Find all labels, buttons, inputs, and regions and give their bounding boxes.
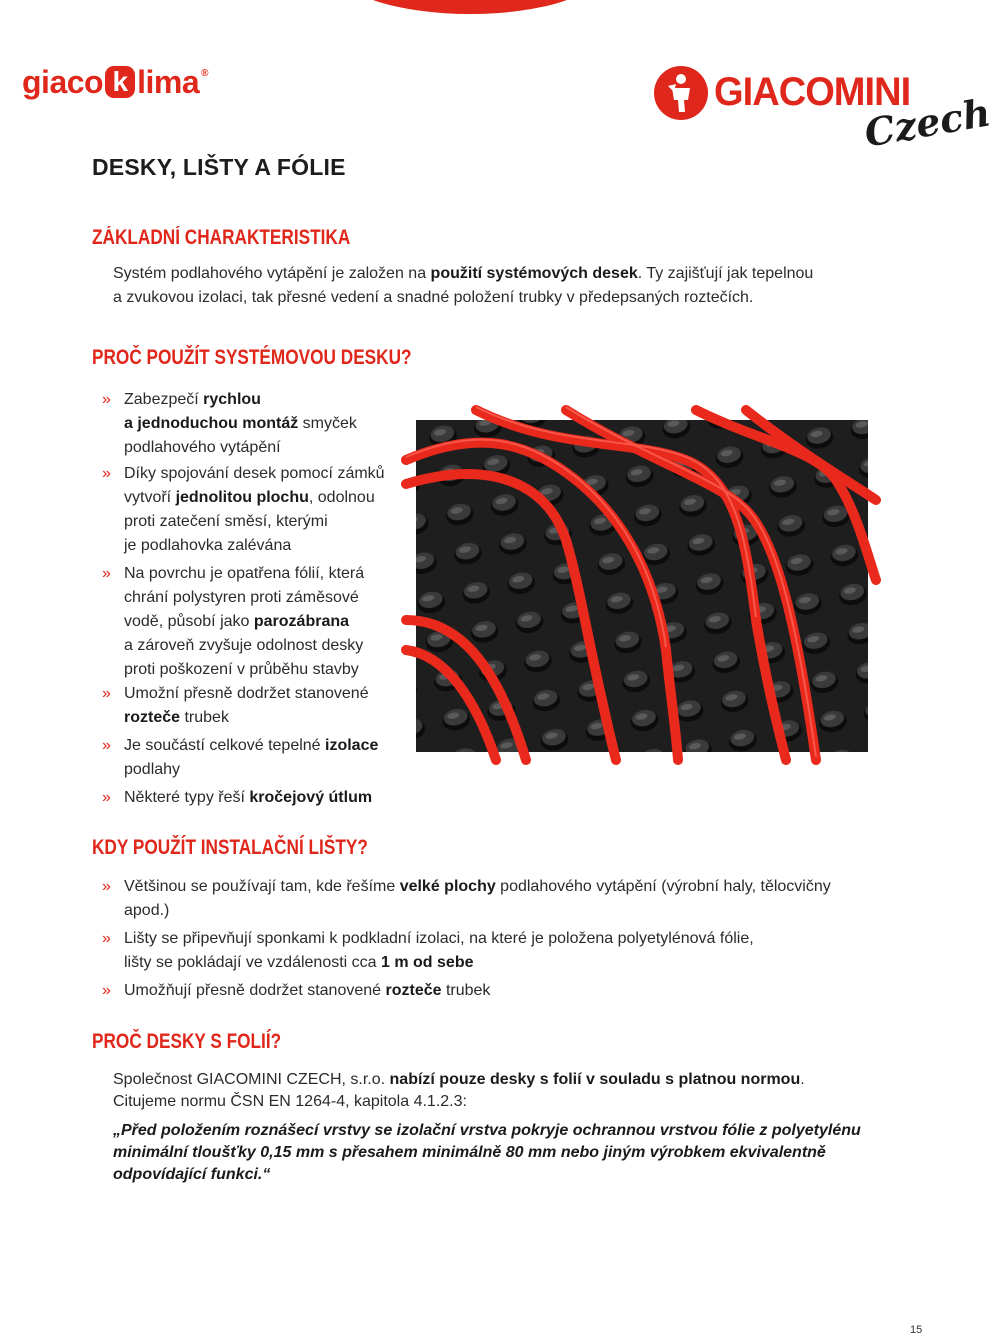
list-item: » Lišty se připevňují sponkami k podkladní izolaci, na které je položena polyetylénová fólie, lišty se pokládají ve vzdálenosti cca 1 m od sebe	[124, 927, 754, 975]
section-heading-basic: ZÁKLADNÍ CHARAKTERISTIKA	[92, 226, 351, 249]
page-title: DESKY, LIŠTY A FÓLIE	[92, 154, 346, 180]
logo-part-1: giaco	[22, 63, 104, 100]
bullet-marker: »	[102, 789, 111, 806]
list-item: » Umožní přesně dodržet stanovené rozteče trubek	[124, 682, 369, 730]
bullet-marker: »	[102, 465, 111, 482]
section-heading-why-board: PROČ POUŽÍT SYSTÉMOVOU DESKU?	[92, 346, 412, 369]
bullet-marker: »	[102, 565, 111, 582]
bullet-marker: »	[102, 737, 111, 754]
giacoklima-logo	[22, 60, 208, 104]
logo-k-box: k	[105, 66, 135, 98]
section-heading-when-rails: KDY POUŽÍT INSTALAČNÍ LIŠTY?	[92, 836, 368, 859]
list-item: » Umožňují přesně dodržet stanovené rozteče trubek	[124, 979, 490, 1003]
bullet-marker: »	[102, 930, 111, 947]
floor-heating-board-photo	[416, 420, 868, 752]
list-item: » Díky spojování desek pomocí zámků vytvoří jednolitou plochu, odolnou proti zatečení směsí, kterými je podlahovka zalévána	[124, 462, 385, 558]
foil-paragraph-line-2: Citujeme normu ČSN EN 1264-4, kapitola 4.1.2.3:	[113, 1093, 467, 1110]
section-heading-boards-with-foil: PROČ DESKY S FOLIÍ?	[92, 1030, 282, 1053]
list-item: » Je součástí celkové tepelné izolace podlahy	[124, 734, 378, 782]
basic-paragraph-line-2: a zvukovou izolaci, tak přesné vedení a snadné položení trubky v předepsaných roztečích.	[113, 289, 754, 306]
bullet-marker: »	[102, 685, 111, 702]
basic-paragraph-line-1: Systém podlahového vytápění je založen na použití systémových desek. Ty zajišťují jak tepelnou	[113, 265, 814, 282]
list-item: » Některé typy řeší kročejový útlum	[124, 786, 372, 810]
standard-quote: „Před položením roznášecí vrstvy se izolační vrstva pokryje ochrannou vrstvou fólie z polyetylénu minimální tloušťky 0,15 mm s přesahem minimálně 80 mm nebo jiným výrobkem ekvivalentně odpovídající funkci.“	[113, 1122, 861, 1183]
giacomini-emblem-icon	[654, 66, 708, 120]
list-item: » Zabezpečí rychlou a jednoduchou montáž smyček podlahového vytápění	[124, 388, 357, 460]
list-item: » Na povrchu je opatřena fólií, která chrání polystyren proti záměsové vodě, působí jako parozábrana a zároveň zvyšuje odolnost desky proti poškození v průběhu stavby	[124, 562, 364, 682]
giacomini-wordmark: GIACOMINI	[714, 70, 911, 114]
foil-paragraph-line-1: Společnost GIACOMINI CZECH, s.r.o. nabízí pouze desky s folií v souladu s platnou normou.	[113, 1071, 805, 1088]
logo-part-2: lima	[137, 63, 200, 100]
czech-subtitle: Czech	[861, 89, 994, 156]
bullet-marker: »	[102, 878, 111, 895]
top-decorative-arc	[340, 0, 600, 14]
giacomini-czech-logo	[654, 64, 994, 156]
bullet-marker: »	[102, 982, 111, 999]
list-item: » Většinou se používají tam, kde řešíme velké plochy podlahového vytápění (výrobní haly, tělocvičny apod.)	[124, 875, 831, 923]
page-number: 15	[910, 1324, 923, 1336]
bullet-marker: »	[102, 391, 111, 408]
registered-mark: ®	[201, 68, 208, 79]
